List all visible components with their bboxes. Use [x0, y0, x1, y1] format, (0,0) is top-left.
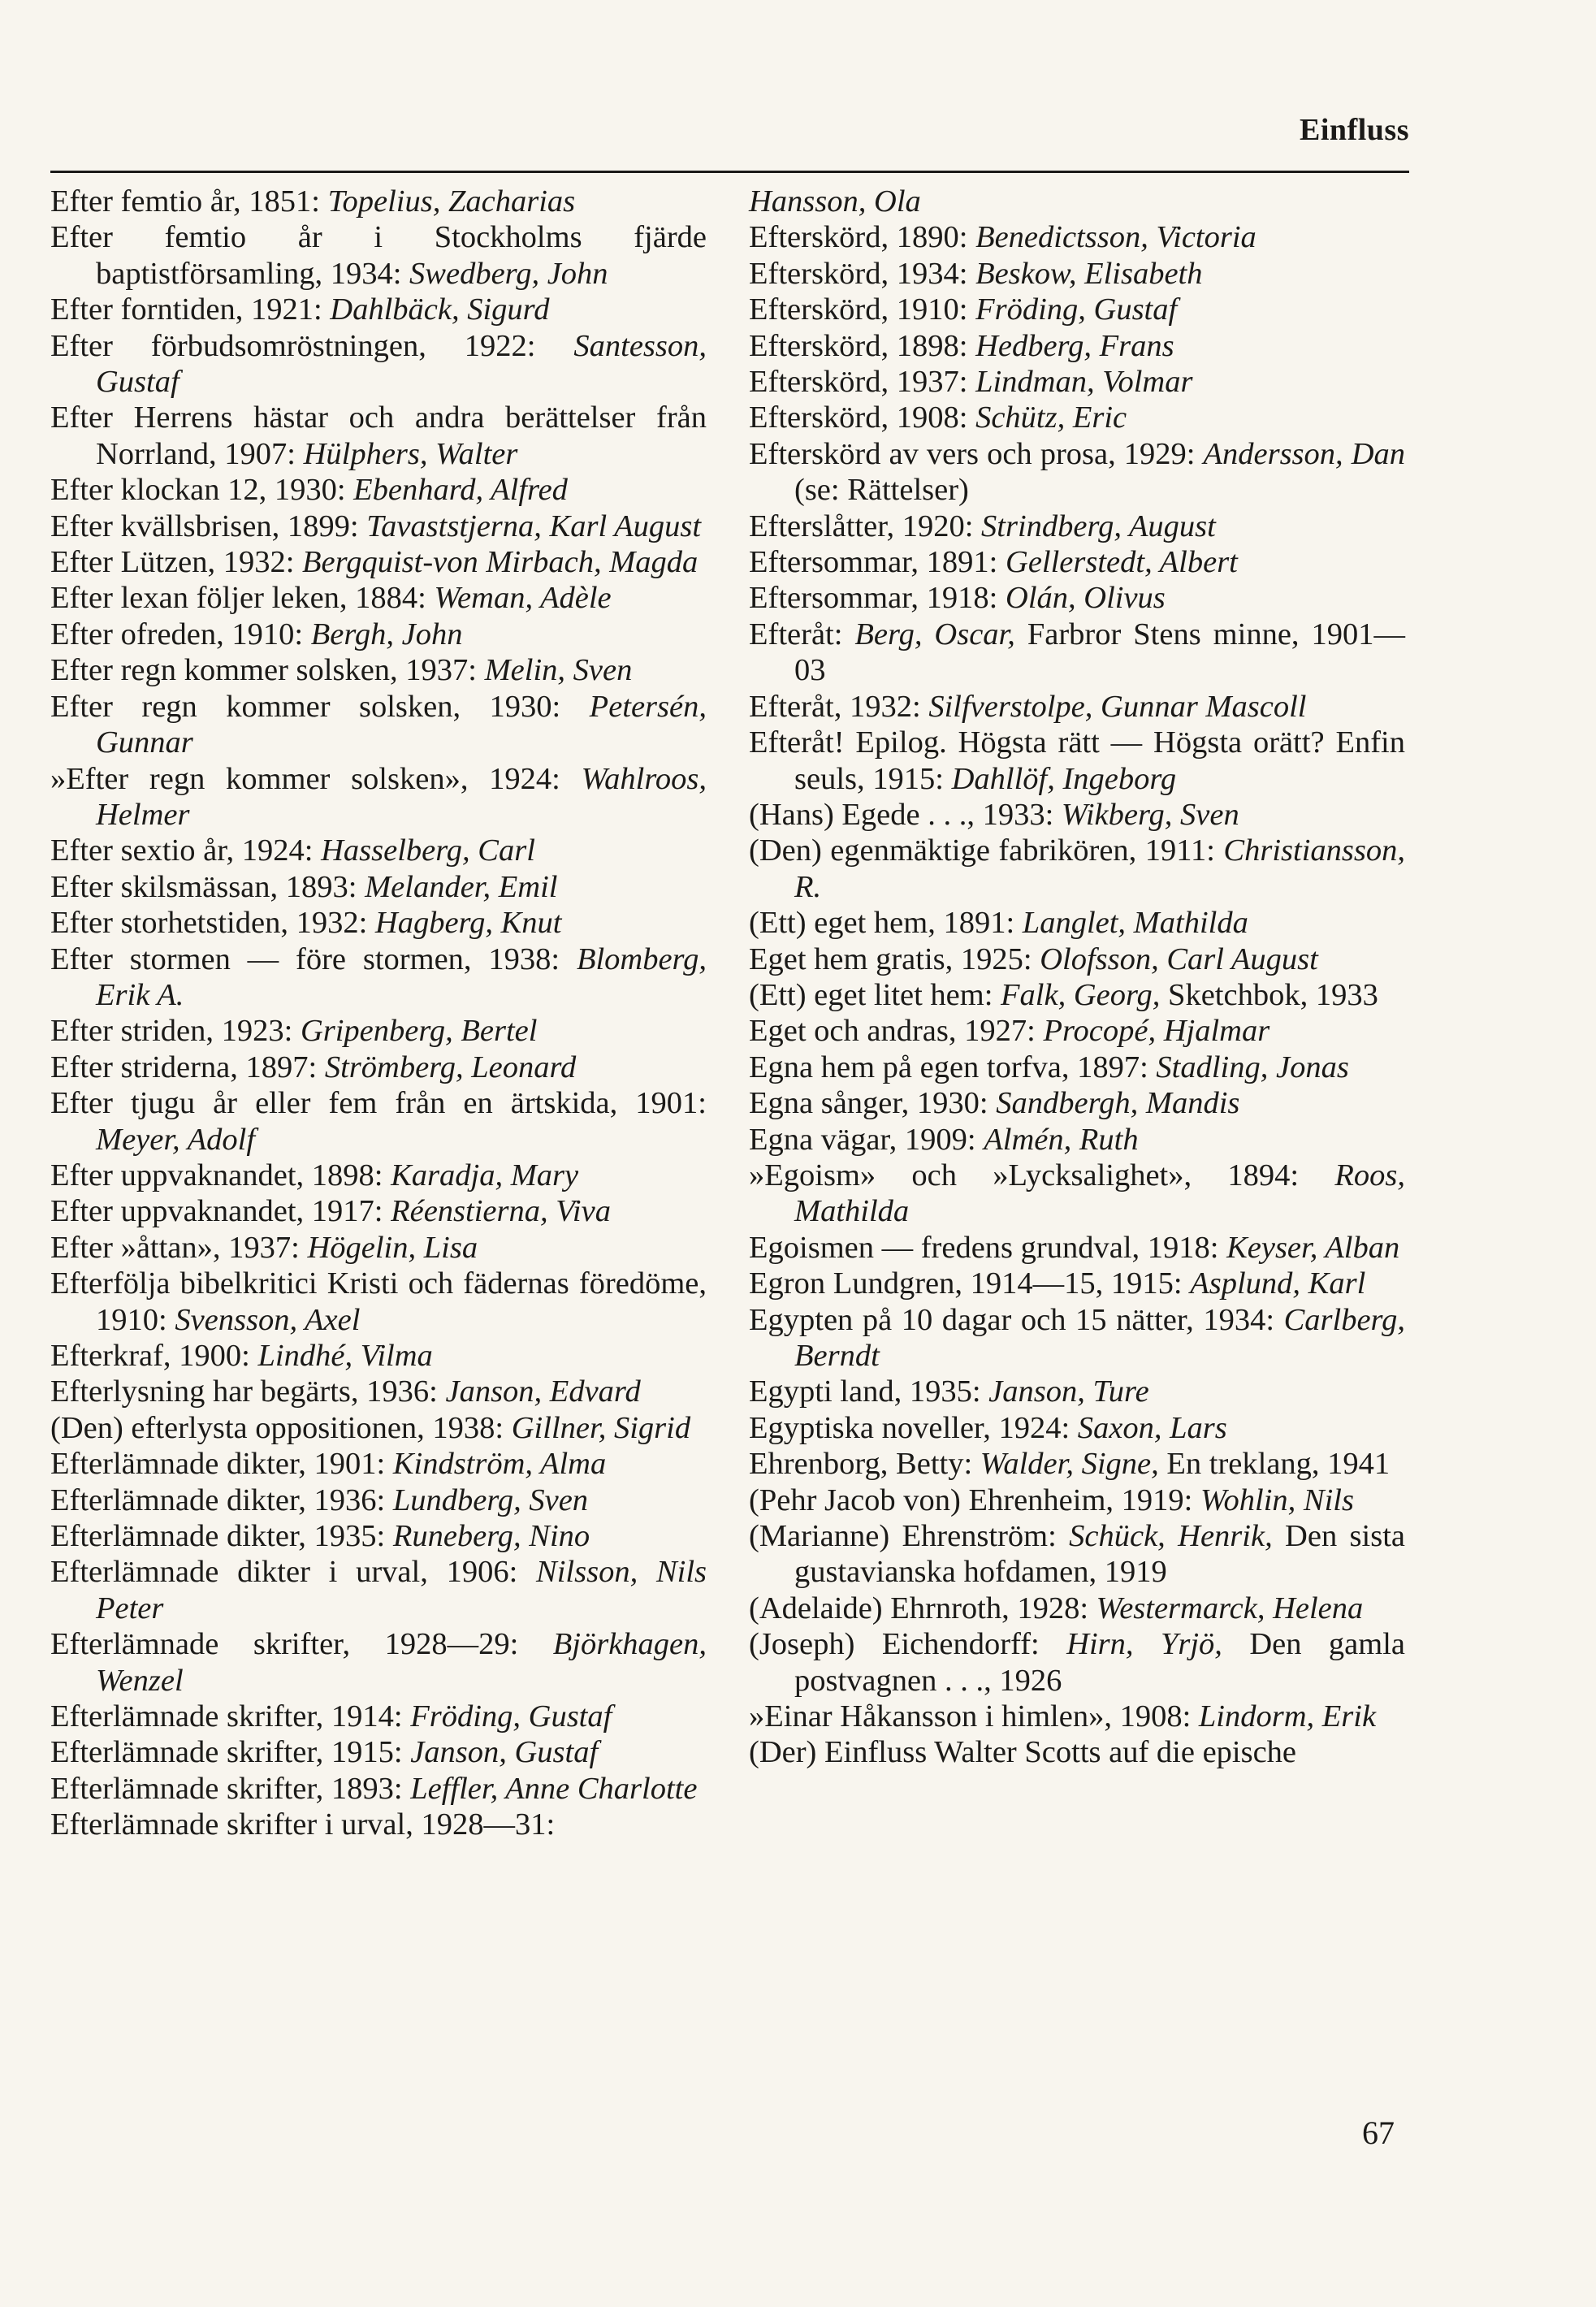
catalog-entry: [50, 1410, 707, 1446]
entry-author: Westermarck, Helena: [1096, 1591, 1364, 1625]
entry-title: (Pehr Jacob von) Ehrenheim, 1919:: [749, 1482, 1200, 1517]
entry-author: Janson, Ture: [988, 1374, 1149, 1409]
entry-title: Efter sextio år, 1924:: [50, 833, 322, 868]
entry-title: Efterlämnade skrifter, 1928—29:: [50, 1627, 553, 1662]
entry-title: Efter Lützen, 1932:: [50, 545, 303, 580]
catalog-entry: [50, 219, 707, 292]
entry-author: Gellerstedt, Albert: [1006, 545, 1238, 580]
catalog-entry: [50, 1771, 707, 1807]
entry-title: Efter striderna, 1897:: [50, 1050, 325, 1084]
catalog-entry: [50, 869, 707, 905]
catalog-entry: [50, 1446, 707, 1482]
entry-title: Efter femtio år i Stockholms fjärde baptistförsamling, 1934:: [50, 220, 707, 291]
entry-title: Egypten på 10 dagar och 15 nätter, 1934:: [749, 1302, 1284, 1337]
entry-note: Farbror Stens minne, 1901—03: [794, 617, 1405, 688]
entry-author: Olofsson, Carl August: [1040, 941, 1318, 976]
catalog-entry: [50, 580, 707, 616]
entry-title: Efter tjugu år eller fem från en ärtskida, 1901:: [50, 1086, 707, 1121]
catalog-entry: [749, 328, 1405, 364]
entry-title: Efterlämnade skrifter, 1893:: [50, 1771, 411, 1806]
entry-title: Efter uppvaknandet, 1898:: [50, 1158, 391, 1192]
entry-title: Eftersommar, 1891:: [749, 545, 1006, 580]
catalog-entry: [50, 1626, 707, 1699]
entry-title: Efter lexan följer leken, 1884:: [50, 581, 435, 616]
entry-title: Efterkraf, 1900:: [50, 1339, 258, 1373]
catalog-entry: [749, 725, 1405, 797]
entry-title: (Der) Einfluss Walter Scotts auf die epische: [749, 1735, 1297, 1770]
catalog-entry: [749, 1482, 1405, 1518]
left-column: [50, 184, 707, 1843]
entry-note: Den gamla postvagnen . . ., 1926: [794, 1627, 1405, 1698]
entry-author: Lundberg, Sven: [392, 1482, 589, 1517]
entry-author: Melander, Emil: [365, 869, 558, 904]
entry-title: Efter Herrens hästar och andra berättelser från Norrland, 1907:: [50, 400, 707, 471]
entry-author: Fröding, Gustaf: [410, 1699, 612, 1734]
entry-author: Falk, Georg,: [1001, 977, 1161, 1012]
entry-author: Schück, Henrik,: [1069, 1519, 1273, 1554]
entry-author: Walder, Signe,: [980, 1447, 1159, 1482]
catalog-entry: [50, 1699, 707, 1734]
entry-title: Egna hem på egen torfva, 1897:: [749, 1050, 1157, 1084]
entry-author: Högelin, Lisa: [307, 1230, 478, 1265]
entry-title: (Ett) eget hem, 1891:: [749, 906, 1023, 941]
catalog-entry: [50, 1554, 707, 1626]
entry-author: Gillner, Sigrid: [511, 1410, 691, 1445]
catalog-entry: [50, 761, 707, 833]
entry-author: Janson, Edvard: [445, 1374, 641, 1409]
entry-title: Eget hem gratis, 1925:: [749, 941, 1040, 976]
entry-author: Berg, Oscar,: [854, 617, 1015, 651]
entry-title: (Hans) Egede . . ., 1933:: [749, 797, 1062, 832]
catalog-entry: [749, 1158, 1405, 1230]
catalog-entry: [749, 1302, 1405, 1374]
catalog-entry: [749, 1374, 1405, 1409]
entry-title: Efterlämnade dikter i urval, 1906:: [50, 1555, 537, 1590]
entry-title: Efterskörd, 1934:: [749, 256, 976, 291]
catalog-entry: [50, 1518, 707, 1554]
catalog-entry: [749, 797, 1405, 833]
catalog-entry: [50, 652, 707, 688]
entry-title: Efterskörd av vers och prosa, 1929:: [749, 436, 1204, 471]
catalog-entry: [50, 1050, 707, 1085]
entry-title: Efterlämnade dikter, 1935:: [50, 1519, 393, 1554]
entry-title: (Joseph) Eichendorff:: [749, 1627, 1067, 1662]
entry-title: Efterlämnade skrifter i urval, 1928—31:: [50, 1807, 556, 1842]
entry-author: Hirn, Yrjö,: [1066, 1627, 1222, 1662]
catalog-entry: [50, 941, 707, 1014]
entry-author: Kindström, Alma: [392, 1447, 607, 1482]
catalog-entry: [50, 509, 707, 544]
catalog-entry: [50, 1230, 707, 1266]
entry-title: Efterlämnade skrifter, 1915:: [50, 1735, 411, 1770]
entry-title: Efteråt:: [749, 617, 855, 651]
catalog-entry: [749, 1085, 1405, 1121]
entry-title: Efterskörd, 1890:: [749, 220, 976, 255]
entry-title: Efter kvällsbrisen, 1899:: [50, 509, 367, 543]
entry-author: Fröding, Gustaf: [975, 292, 1178, 327]
entry-note: En treklang, 1941: [1158, 1447, 1391, 1482]
catalog-entry: [749, 1734, 1405, 1770]
entry-author: Swedberg, John: [409, 256, 608, 291]
entry-author: Roos, Mathilda: [794, 1158, 1405, 1229]
entry-title: Efterfölja bibelkritici Kristi och fädernas föredöme, 1910:: [50, 1266, 707, 1337]
entry-author: Topelius, Zacharias: [327, 184, 576, 219]
entry-title: Efterlämnade dikter, 1936:: [50, 1482, 393, 1517]
entry-author: Weman, Adèle: [434, 581, 612, 616]
entry-author: Lindhé, Vilma: [257, 1339, 433, 1373]
catalog-entry: [50, 1085, 707, 1158]
entry-title: Efter regn kommer solsken, 1937:: [50, 653, 485, 688]
entry-author: Almén, Ruth: [984, 1122, 1139, 1157]
catalog-entry: [749, 509, 1405, 544]
entry-author: Svensson, Axel: [175, 1302, 361, 1337]
catalog-entry: [50, 1338, 707, 1374]
catalog-entry: [749, 400, 1405, 435]
entry-author: Dahllöf, Ingeborg: [951, 761, 1177, 796]
entry-author: Beskow, Elisabeth: [975, 256, 1203, 291]
entry-author: Lindorm, Erik: [1198, 1699, 1377, 1734]
catalog-entry: [749, 256, 1405, 292]
catalog-entry: [50, 1013, 707, 1049]
entry-title: Ehrenborg, Betty:: [749, 1447, 980, 1482]
catalog-entry: [749, 1591, 1405, 1626]
catalog-entry: [749, 544, 1405, 580]
entry-author: Strömberg, Leonard: [324, 1050, 577, 1084]
entry-author: Bergh, John: [310, 617, 463, 651]
catalog-entry: [50, 472, 707, 508]
entry-author: Hagberg, Knut: [374, 906, 562, 941]
catalog-entry: [50, 1807, 707, 1842]
entry-author: Lindman, Volmar: [975, 365, 1193, 400]
entry-author: Dahlbäck, Sigurd: [330, 292, 550, 327]
entry-title: (Ett) eget litet hem:: [749, 977, 1001, 1012]
catalog-entry: [749, 1230, 1405, 1266]
entry-author: Schütz, Eric: [975, 400, 1127, 435]
catalog-entry: [50, 905, 707, 941]
entry-author: Meyer, Adolf: [96, 1122, 256, 1157]
catalog-entry: [749, 1699, 1405, 1734]
entry-title: Efter ofreden, 1910:: [50, 617, 311, 651]
entry-author: Karadja, Mary: [391, 1158, 579, 1192]
catalog-entry: [50, 689, 707, 761]
entry-title: Eget och andras, 1927:: [749, 1014, 1044, 1049]
entry-author: Benedictsson, Victoria: [975, 220, 1256, 255]
catalog-entry: [749, 580, 1405, 616]
entry-author: Runeberg, Nino: [392, 1519, 590, 1554]
catalog-entry: [749, 219, 1405, 255]
entry-title: Efterskörd, 1910:: [749, 292, 976, 327]
catalog-entry: [749, 689, 1405, 725]
catalog-entry: [50, 328, 707, 400]
catalog-entry: [50, 1482, 707, 1518]
running-head: Einfluss: [1300, 113, 1409, 147]
entry-author: Sandbergh, Mandis: [996, 1086, 1240, 1121]
catalog-entry: [50, 1734, 707, 1770]
entry-author: Andersson, Dan: [1203, 436, 1405, 471]
entry-title: (Marianne) Ehrenström:: [749, 1519, 1070, 1554]
entry-author: Ebenhard, Alfred: [353, 473, 568, 508]
entry-title: »Einar Håkansson i himlen», 1908:: [749, 1699, 1199, 1734]
entry-title: Efter förbudsomröstningen, 1922:: [50, 328, 574, 363]
entry-note: (se: Rättelser): [794, 473, 969, 508]
entry-author: Olán, Olivus: [1006, 581, 1166, 616]
entry-title: Efter femtio år, 1851:: [50, 184, 328, 219]
entry-title: Efter stormen — före stormen, 1938:: [50, 941, 577, 976]
entry-title: Egoismen — fredens grundval, 1918:: [749, 1230, 1227, 1265]
entry-title: Efter regn kommer solsken, 1930:: [50, 689, 590, 724]
catalog-entry: [749, 833, 1405, 905]
entry-title: »Egoism» och »Lycksalighet», 1894:: [749, 1158, 1335, 1192]
entry-title: Egna vägar, 1909:: [749, 1122, 984, 1157]
entry-author: Langlet, Mathilda: [1022, 906, 1248, 941]
entry-author: Tavaststjerna, Karl August: [366, 509, 702, 543]
entry-title: Efter klockan 12, 1930:: [50, 473, 354, 508]
entry-title: (Adelaide) Ehrnroth, 1928:: [749, 1591, 1096, 1625]
entry-author: Stadling, Jonas: [1156, 1050, 1349, 1084]
entry-title: (Den) egenmäktige fabrikören, 1911:: [749, 833, 1224, 868]
catalog-entry: [749, 292, 1405, 327]
entry-title: Efterlysning har begärts, 1936:: [50, 1374, 446, 1409]
catalog-entry: [50, 184, 707, 219]
catalog-entry: [749, 941, 1405, 977]
entry-title: Efterlämnade skrifter, 1914:: [50, 1699, 411, 1734]
entry-note: Den sista gustavianska hofdamen, 1919: [794, 1519, 1405, 1590]
entry-title: Efter uppvaknandet, 1917:: [50, 1194, 391, 1229]
catalog-entry: [50, 1193, 707, 1229]
entry-title: Efter storhetstiden, 1932:: [50, 906, 375, 941]
catalog-entry: [749, 184, 1405, 219]
entry-title: Egron Lundgren, 1914—15, 1915:: [749, 1266, 1191, 1301]
catalog-entry: [50, 400, 707, 472]
entry-title: Efter striden, 1923:: [50, 1014, 301, 1049]
catalog-entry: [749, 1446, 1405, 1482]
entry-title: Efterskörd, 1908:: [749, 400, 976, 435]
catalog-entry: [50, 1158, 707, 1193]
entry-title: »Efter regn kommer solsken», 1924:: [50, 761, 582, 796]
entry-author: Silfverstolpe, Gunnar Mascoll: [928, 689, 1307, 724]
catalog-entry: [50, 1266, 707, 1338]
entry-note: Sketchbok, 1933: [1160, 977, 1378, 1012]
entry-author: Gripenberg, Bertel: [300, 1014, 538, 1049]
entry-author: Hasselberg, Carl: [321, 833, 535, 868]
entry-author: Blomberg, Erik A.: [96, 941, 707, 1012]
catalog-entry: [749, 1518, 1405, 1591]
entry-title: Efterskörd, 1937:: [749, 365, 976, 400]
entry-author: Melin, Sven: [484, 653, 633, 688]
entry-author: Asplund, Karl: [1190, 1266, 1366, 1301]
catalog-entry: [50, 292, 707, 327]
entry-author: Carlberg, Berndt: [794, 1302, 1405, 1373]
entry-title: Eftersommar, 1918:: [749, 581, 1006, 616]
catalog-entry: [50, 833, 707, 868]
entry-author: Nilsson, Nils Peter: [96, 1555, 707, 1625]
catalog-entry: [749, 1410, 1405, 1446]
catalog-entry: [50, 1374, 707, 1409]
entry-author: Strindberg, August: [981, 509, 1216, 543]
catalog-entry: [50, 544, 707, 580]
entry-author: Procopé, Hjalmar: [1043, 1014, 1270, 1049]
entry-author: Janson, Gustaf: [410, 1735, 599, 1770]
entry-author: Wahlroos, Helmer: [96, 761, 707, 832]
entry-author: Bergquist-von Mirbach, Magda: [302, 545, 699, 580]
catalog-entry: [749, 1122, 1405, 1158]
page-number: 67: [1362, 2114, 1395, 2151]
entry-title: Efterskörd, 1898:: [749, 328, 976, 363]
header-rule: [50, 171, 1409, 173]
entry-title: Efter forntiden, 1921:: [50, 292, 331, 327]
entry-title: Egna sånger, 1930:: [749, 1086, 997, 1121]
entry-author: Wohlin, Nils: [1200, 1482, 1354, 1517]
entry-title: Efter »åttan», 1937:: [50, 1230, 308, 1265]
entry-title: Egyptiska noveller, 1924:: [749, 1410, 1078, 1445]
entry-author: Keyser, Alban: [1226, 1230, 1400, 1265]
catalog-entry: [749, 1266, 1405, 1301]
catalog-entry: [749, 364, 1405, 400]
entry-author: Hansson, Ola: [749, 184, 921, 219]
entry-title: Efteråt, 1932:: [749, 689, 929, 724]
catalog-entry: [749, 1013, 1405, 1049]
entry-title: Efteråt! Epilog. Högsta rätt — Högsta orätt? Enfin seuls, 1915:: [749, 725, 1405, 796]
catalog-entry: [749, 977, 1405, 1013]
entry-author: Leffler, Anne Charlotte: [410, 1771, 698, 1806]
entry-author: Saxon, Lars: [1077, 1410, 1227, 1445]
entry-author: Hülphers, Walter: [303, 436, 518, 471]
catalog-entry: [50, 617, 707, 652]
entry-author: Wikberg, Sven: [1061, 797, 1239, 832]
entry-author: Hedberg, Frans: [975, 328, 1174, 363]
entry-author: Björkhagen, Wenzel: [96, 1627, 707, 1698]
entry-title: Efterslåtter, 1920:: [749, 509, 982, 543]
catalog-entry: [749, 905, 1405, 941]
entry-author: Réenstierna, Viva: [391, 1194, 611, 1229]
right-column: [749, 184, 1405, 1771]
entry-title: Egypti land, 1935:: [749, 1374, 989, 1409]
catalog-entry: [749, 1626, 1405, 1699]
entry-author: Christiansson, R.: [794, 833, 1405, 904]
entry-title: Efterlämnade dikter, 1901:: [50, 1447, 393, 1482]
entry-author: Petersén, Gunnar: [96, 689, 707, 760]
entry-author: Santesson, Gustaf: [96, 328, 707, 400]
catalog-entry: [749, 617, 1405, 689]
catalog-entry: [749, 436, 1405, 509]
entry-title: (Den) efterlysta oppositionen, 1938:: [50, 1410, 512, 1445]
entry-title: Efter skilsmässan, 1893:: [50, 869, 365, 904]
catalog-entry: [749, 1050, 1405, 1085]
